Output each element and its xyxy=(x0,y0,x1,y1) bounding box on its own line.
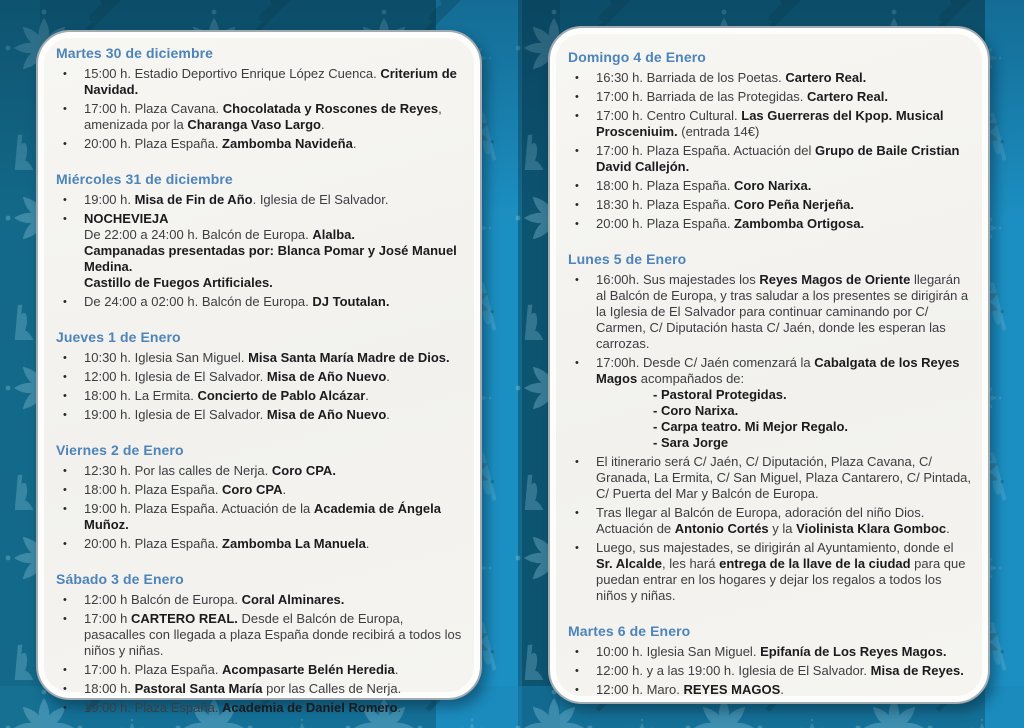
bullet-icon: • xyxy=(63,390,67,402)
event-text-bold: - Pastoral Protegidas. xyxy=(653,387,787,402)
event-text-run: 18:00 h. Plaza España. xyxy=(84,482,223,497)
event-text-run: 17:00 h. Barriada de las Protegidas. xyxy=(596,89,808,104)
event-item xyxy=(56,136,464,152)
event-text-run: . xyxy=(386,369,390,384)
event-item xyxy=(568,454,972,502)
event-item xyxy=(568,644,972,660)
event-text xyxy=(84,136,464,152)
event-text-run: acompañados de: xyxy=(637,371,745,386)
event-text-bold: - Carpa teatro. Mi Mejor Regalo. xyxy=(653,419,849,434)
event-text-bold: Antonio Cortés xyxy=(674,521,769,536)
event-item xyxy=(56,501,464,533)
bullet-icon: • xyxy=(575,145,579,157)
event-text xyxy=(596,89,972,105)
event-item xyxy=(568,355,972,451)
event-text-bold: Coro CPA xyxy=(222,482,283,497)
event-text xyxy=(84,681,464,697)
day-heading: Lunes 5 de Enero xyxy=(568,251,687,267)
event-text-bold: Cartero Real. xyxy=(807,89,888,104)
day-section xyxy=(568,250,972,604)
bullet-icon: • xyxy=(63,538,67,550)
event-text xyxy=(84,294,464,310)
event-text xyxy=(84,350,464,366)
event-text-bold: Cabalgata de los Reyes Magos xyxy=(596,355,960,386)
event-text xyxy=(84,407,464,423)
event-item xyxy=(568,540,972,604)
event-item xyxy=(56,211,464,291)
event-text-bold: Charanga Vaso Largo xyxy=(187,117,321,132)
event-text-run: 20:00 h. Plaza España. xyxy=(596,216,735,231)
event-text-bold: NOCHEVIEJA xyxy=(84,211,169,226)
event-text-run: . xyxy=(365,388,369,403)
event-text-bold: Sr. Alcalde xyxy=(596,556,662,571)
event-text xyxy=(84,662,464,678)
event-item xyxy=(56,66,464,98)
event-text-bold: Misa de Fin de Año xyxy=(134,192,253,207)
event-text-run: para que puedan entrar en los hogares y dejar los regalos a todos los niños y niñas. xyxy=(596,556,966,603)
bullet-icon: • xyxy=(63,103,67,115)
event-text-run: 16:00h. Sus majestades los xyxy=(596,272,760,287)
event-text-run: 17:00 h. Plaza España. xyxy=(84,662,223,677)
event-text xyxy=(596,108,972,140)
bullet-icon: • xyxy=(63,484,67,496)
event-text-run: . xyxy=(365,536,370,551)
event-text-run: 18:00 h. Plaza España. xyxy=(596,178,735,193)
event-text xyxy=(84,388,464,404)
event-item xyxy=(568,505,972,537)
event-text xyxy=(84,700,464,716)
event-subitem xyxy=(653,435,972,451)
event-text xyxy=(84,536,464,552)
event-text xyxy=(596,216,972,232)
event-item xyxy=(568,89,972,105)
event-text-run: . xyxy=(321,117,325,132)
event-text-run: 17:00 h. Centro Cultural. xyxy=(596,108,742,123)
event-text-run: 20:00 h. Plaza España. xyxy=(84,536,223,551)
event-text-bold: Misa de Año Nuevo xyxy=(266,369,387,384)
event-text-run: 18:00 h. xyxy=(84,681,135,696)
event-item xyxy=(56,700,464,716)
event-text-bold: Pastoral Santa María xyxy=(134,681,263,696)
bullet-icon: • xyxy=(63,664,67,676)
event-text-bold: Epifanía de Los Reyes Magos. xyxy=(760,644,947,659)
bullet-icon: • xyxy=(575,72,579,84)
bullet-icon: • xyxy=(63,352,67,364)
event-text-run: . xyxy=(386,407,390,422)
event-text-run: Luego, sus majestades, se dirigirán al Ayuntamiento, donde el xyxy=(596,540,954,555)
event-text-run: 10:30 h. Iglesia San Miguel. xyxy=(84,350,249,365)
event-text-run: 19:00 h. xyxy=(84,192,135,207)
day-section xyxy=(568,622,972,698)
event-text-bold: Coro CPA. xyxy=(271,463,336,478)
event-item xyxy=(568,143,972,175)
bullet-icon: • xyxy=(63,213,67,225)
event-item xyxy=(568,216,972,232)
bullet-icon: • xyxy=(575,274,579,286)
event-text-bold: REYES MAGOS xyxy=(683,682,781,697)
event-item xyxy=(56,536,464,552)
event-text-run: . xyxy=(352,136,357,151)
bullet-icon: • xyxy=(63,702,67,714)
event-item xyxy=(568,70,972,86)
event-text-run: 20:00 h. Plaza España. xyxy=(84,136,223,151)
bullet-icon: • xyxy=(575,542,579,554)
event-text-bold: Cartero Real. xyxy=(785,70,867,85)
event-text xyxy=(596,540,972,604)
event-text-run: llegarán al Balcón de Europa, y tras saludar a los presentes se dirigirán a la Iglesia de El Salvador para continuar caminando por C/ Carmen, C/ Diputación hasta C/ Jaén, donde les esperan las carrozas. xyxy=(596,272,969,351)
bullet-icon: • xyxy=(63,409,67,421)
event-text-run: y la xyxy=(768,521,797,536)
event-text-bold: Zambomba Ortigosa. xyxy=(734,216,865,231)
event-text-run: por las Calles de Nerja. xyxy=(262,681,402,696)
event-text xyxy=(596,663,972,679)
bullet-icon: • xyxy=(63,194,67,206)
bullet-icon: • xyxy=(575,91,579,103)
event-item xyxy=(56,611,464,659)
event-text-run: 10:00 h. Iglesia San Miguel. xyxy=(596,644,761,659)
event-subitem xyxy=(653,419,972,435)
event-text-bold: Campanadas presentadas por: Blanca Pomar y José Manuel Medina. xyxy=(84,243,457,274)
event-text xyxy=(596,70,972,86)
bullet-icon: • xyxy=(575,456,579,468)
event-text xyxy=(84,463,464,479)
bullet-icon: • xyxy=(575,199,579,211)
event-text-run: 17:00h. Desde C/ Jaén comenzará la xyxy=(596,355,815,370)
event-text xyxy=(596,178,972,194)
event-text-run: 12:00 h. Iglesia de El Salvador. xyxy=(84,369,267,384)
event-text-run: 17:00 h. Plaza España. Actuación del xyxy=(596,143,815,158)
event-item xyxy=(56,681,464,697)
event-text-run: De 24:00 a 02:00 h. Balcón de Europa. xyxy=(84,294,313,309)
event-text-run: . xyxy=(394,662,399,677)
event-text xyxy=(596,454,972,502)
day-heading: Martes 6 de Enero xyxy=(568,623,691,639)
day-section xyxy=(56,170,464,310)
bullet-icon: • xyxy=(575,218,579,230)
event-text-run: Desde el Balcón de Europa, pasacalles con llegada a plaza España donde recibirá a todos los niños y niñas. xyxy=(84,611,462,658)
event-text-run: . xyxy=(397,700,402,715)
event-subitem xyxy=(653,403,972,419)
event-text-run: 12:30 h. Por las calles de Nerja. xyxy=(84,463,272,478)
event-text xyxy=(84,192,464,208)
event-text-run: . xyxy=(946,521,950,536)
event-item xyxy=(56,482,464,498)
event-text xyxy=(596,682,972,698)
bullet-icon: • xyxy=(575,180,579,192)
event-text-run: 19:00 h. Plaza España. xyxy=(84,700,223,715)
bullet-icon: • xyxy=(63,594,67,606)
event-text-bold: Acompasarte Belén Heredia xyxy=(222,662,395,677)
event-text-run: Tras llegar al Balcón de Europa, adoración del niño Dios. Actuación de xyxy=(596,505,925,536)
event-text-bold: Reyes Magos de Oriente xyxy=(759,272,911,287)
day-section xyxy=(56,570,464,716)
bullet-icon: • xyxy=(63,138,67,150)
event-subitem xyxy=(653,387,972,403)
day-heading: Sábado 3 de Enero xyxy=(56,571,184,587)
event-text-bold: Concierto de Pablo Alcázar xyxy=(197,388,366,403)
event-text-run: 19:00 h. Iglesia de El Salvador. xyxy=(84,407,267,422)
event-text-run: . Iglesia de El Salvador. xyxy=(252,192,389,207)
program-panel-left xyxy=(36,30,482,715)
event-text xyxy=(596,505,972,537)
event-text-run: , amenizada por la xyxy=(84,101,442,132)
event-text-bold: Coro Peña Nerjeña. xyxy=(734,197,854,212)
day-heading: Miércoles 31 de diciembre xyxy=(56,171,233,187)
event-text-bold: Misa de Año Nuevo xyxy=(266,407,387,422)
event-text-bold: Grupo de Baile Cristian David Callejón. xyxy=(596,143,960,174)
event-text-run: (entrada 14€) xyxy=(677,124,760,139)
event-text-run: , les hará xyxy=(662,556,720,571)
day-heading: Jueves 1 de Enero xyxy=(56,329,181,345)
bullet-icon: • xyxy=(575,665,579,677)
event-item xyxy=(56,662,464,678)
event-text-run: 17:00 h. Plaza Cavana. xyxy=(84,101,223,116)
day-section xyxy=(56,44,464,152)
event-item xyxy=(568,682,972,698)
event-item xyxy=(56,350,464,366)
event-text-bold: Chocolatada y Roscones de Reyes xyxy=(222,101,439,116)
event-text xyxy=(596,143,972,175)
day-section xyxy=(568,48,972,232)
event-text xyxy=(596,355,972,451)
event-text-run: 12:00 h Balcón de Europa. xyxy=(84,592,242,607)
event-text-bold: Criterium de Navidad. xyxy=(84,66,457,97)
event-text-bold: CARTERO REAL. xyxy=(131,611,238,626)
event-text xyxy=(596,197,972,213)
day-heading: Martes 30 de diciembre xyxy=(56,45,214,61)
bullet-icon: • xyxy=(63,296,67,308)
day-heading: Domingo 4 de Enero xyxy=(568,49,706,65)
bullet-icon: • xyxy=(63,683,67,695)
bullet-icon: • xyxy=(63,503,67,515)
event-text xyxy=(596,644,972,660)
event-text-run: . xyxy=(780,682,784,697)
bullet-icon: • xyxy=(63,371,67,383)
event-item xyxy=(56,407,464,423)
day-heading: Viernes 2 de Enero xyxy=(56,442,184,458)
event-text-run: 12:00 h. Maro. xyxy=(596,682,684,697)
event-text-bold: Coral Alminares. xyxy=(241,592,345,607)
event-text-run: De 22:00 a 24:00 h. Balcón de Europa. xyxy=(84,227,313,242)
event-text-run: 16:30 h. Barriada de los Poetas. xyxy=(596,70,786,85)
event-item xyxy=(56,369,464,385)
event-text-run: 15:00 h. Estadio Deportivo Enrique López Cuenca. xyxy=(84,66,381,81)
bullet-icon: • xyxy=(575,684,579,696)
event-text-bold: Alalba. xyxy=(312,227,356,242)
event-text-bold: Zambomba La Manuela xyxy=(222,536,366,551)
event-text xyxy=(84,592,464,608)
event-text xyxy=(84,482,464,498)
event-item xyxy=(56,192,464,208)
event-text-run: 19:00 h. Plaza España. Actuación de la xyxy=(84,501,314,516)
event-text-bold: Zambomba Navideña xyxy=(222,136,353,151)
event-item xyxy=(568,272,972,352)
event-text xyxy=(84,211,464,291)
event-text-run: 12:00 h. y a las 19:00 h. Iglesia de El Salvador. xyxy=(596,663,871,678)
event-item xyxy=(56,101,464,133)
event-text xyxy=(596,272,972,352)
event-text-bold: Castillo de Fuegos Artificiales. xyxy=(84,275,273,290)
bullet-icon: • xyxy=(63,613,67,625)
event-text-bold: Academia de Ángela Muñoz. xyxy=(84,501,441,532)
day-section xyxy=(56,328,464,423)
event-text xyxy=(84,501,464,533)
event-text-bold: Academia de Daniel Romero xyxy=(222,700,398,715)
event-item xyxy=(56,463,464,479)
event-text-run: 18:00 h. La Ermita. xyxy=(84,388,198,403)
event-text xyxy=(84,369,464,385)
bullet-icon: • xyxy=(63,68,67,80)
event-text xyxy=(84,66,464,98)
event-text-run: 18:30 h. Plaza España. xyxy=(596,197,735,212)
event-text-bold: DJ Toutalan. xyxy=(312,294,390,309)
program-panel-right xyxy=(548,26,990,704)
event-item xyxy=(56,592,464,608)
event-item xyxy=(568,663,972,679)
event-text-run: El itinerario será C/ Jaén, C/ Diputación, Plaza Cavana, C/ Granada, La Ermita, C/ San Miguel, Plaza Cantarero, C/ Pintada, C/ Puerta del Mar y Balcón de Europa. xyxy=(596,454,972,501)
event-item xyxy=(56,294,464,310)
event-item xyxy=(568,108,972,140)
event-text-bold: Las Guerreras del Kpop. Musical Prosceniuim. xyxy=(596,108,944,139)
event-text-run: . xyxy=(282,482,287,497)
day-section xyxy=(56,441,464,552)
event-item xyxy=(568,197,972,213)
event-text-bold: Misa de Reyes. xyxy=(870,663,964,678)
bullet-icon: • xyxy=(63,465,67,477)
event-item xyxy=(56,388,464,404)
event-item xyxy=(568,178,972,194)
bullet-icon: • xyxy=(575,357,579,369)
event-text-run: 17:00 h xyxy=(84,611,131,626)
bullet-icon: • xyxy=(575,507,579,519)
event-text xyxy=(84,101,464,133)
event-text-bold: entrega de la llave de la ciudad xyxy=(719,556,911,571)
event-text-bold: Coro Narixa. xyxy=(734,178,812,193)
event-text-bold: - Coro Narixa. xyxy=(653,403,739,418)
event-text-bold: Violinista Klara Gomboc xyxy=(796,521,947,536)
event-text-bold: - Sara Jorge xyxy=(653,435,729,450)
bullet-icon: • xyxy=(575,646,579,658)
bullet-icon: • xyxy=(575,110,579,122)
event-text-bold: Misa Santa María Madre de Dios. xyxy=(248,350,450,365)
event-text xyxy=(84,611,464,659)
